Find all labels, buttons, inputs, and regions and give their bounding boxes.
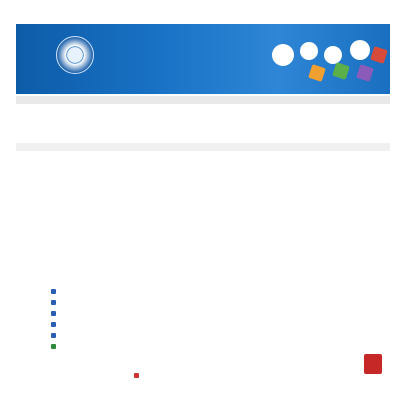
decor-cube-red <box>370 46 388 64</box>
institute-logo[interactable] <box>56 36 94 74</box>
word-doc-icon <box>51 322 56 327</box>
print-header <box>0 0 405 10</box>
decor-cube-purple <box>356 64 374 82</box>
attachment-item[interactable] <box>51 308 381 319</box>
police-badge-icon[interactable] <box>134 373 139 378</box>
attachments-list <box>51 286 381 352</box>
attachment-item[interactable] <box>51 319 381 330</box>
gov-badge-icon[interactable] <box>364 354 382 374</box>
excel-xls-icon <box>51 344 56 349</box>
attachment-item[interactable] <box>51 330 381 341</box>
badge-n <box>272 44 294 66</box>
word-doc-icon <box>51 333 56 338</box>
attachment-item[interactable] <box>51 286 381 297</box>
article-meta <box>16 143 390 151</box>
attachment-item[interactable] <box>51 341 381 352</box>
badge-f <box>300 42 318 60</box>
badge-c <box>350 40 370 60</box>
banner-badges <box>272 38 382 86</box>
word-doc-icon <box>51 300 56 305</box>
decor-cube-green <box>332 62 350 80</box>
site-footer <box>16 352 390 382</box>
word-doc-icon <box>51 311 56 316</box>
badge-d <box>324 46 342 64</box>
word-doc-icon <box>51 289 56 294</box>
main-nav <box>16 96 390 104</box>
attachment-item[interactable] <box>51 297 381 308</box>
decor-cube-orange <box>308 64 326 82</box>
site-banner <box>16 24 390 94</box>
